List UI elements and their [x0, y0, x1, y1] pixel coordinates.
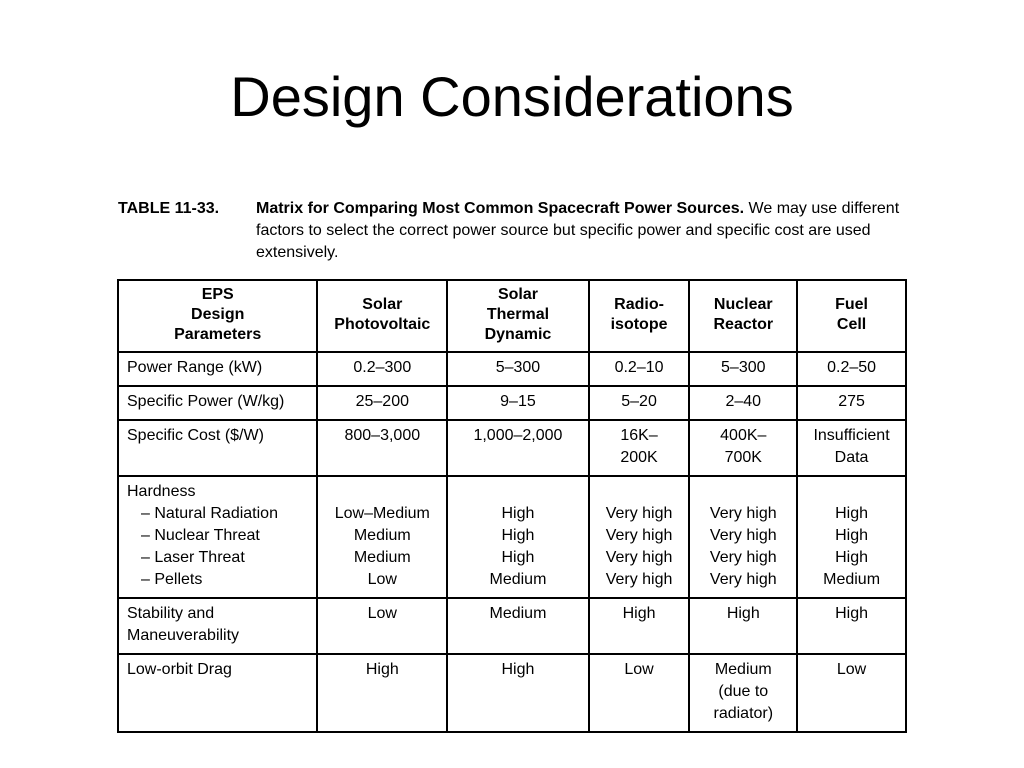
value-cell: [447, 386, 588, 420]
column-header-line: Radio-: [614, 296, 664, 313]
value-line: 5–300: [495, 359, 541, 376]
value-cell: [797, 598, 906, 654]
value-line: [324, 481, 440, 503]
value-line: 200K: [620, 449, 658, 466]
value-line: 2–40: [725, 393, 762, 410]
value-cell: [447, 598, 588, 654]
value-line: 1,000–2,000: [473, 427, 563, 444]
value-line: High: [835, 527, 869, 544]
parameter-line: – Natural Radiation: [141, 505, 278, 522]
value-line: [696, 481, 790, 503]
value-cell: [589, 476, 690, 598]
value-line: Very high: [709, 549, 777, 566]
parameter-line: Specific Power (W/kg): [127, 393, 285, 410]
value-line: Very high: [605, 505, 673, 522]
value-line: 400K–: [720, 427, 767, 444]
column-header-line: Design: [191, 306, 245, 323]
value-line: 5–300: [721, 359, 766, 376]
column-header: [589, 280, 690, 352]
column-header-line: EPS: [201, 286, 234, 303]
parameter-line: – Laser Threat: [141, 549, 245, 566]
value-line: [454, 481, 581, 503]
column-header-line: Solar: [362, 296, 403, 313]
header-row: [118, 280, 906, 352]
value-line: Very high: [709, 527, 777, 544]
value-cell: [447, 420, 588, 476]
parameter-line: Specific Cost ($/W): [127, 427, 264, 444]
value-line: 0.2–300: [353, 359, 412, 376]
column-header: [797, 280, 906, 352]
value-line: High: [501, 549, 535, 566]
value-line: Low–Medium: [334, 505, 430, 522]
value-line: Medium: [353, 527, 411, 544]
value-line: 25–200: [355, 393, 409, 410]
table-row: [118, 420, 906, 476]
value-line: 9–15: [500, 393, 536, 410]
caption-plain-text: We may use different factors to select the correct power source but specific power and specific cost are used extensively.: [256, 200, 900, 261]
column-header-line: Dynamic: [484, 326, 552, 343]
value-line: Medium: [489, 571, 547, 588]
value-line: 0.2–50: [827, 359, 877, 376]
value-line: Very high: [605, 549, 673, 566]
value-line: Medium: [353, 549, 411, 566]
value-cell: [689, 476, 797, 598]
table-caption: [118, 198, 908, 264]
value-line: High: [835, 605, 869, 622]
table-number: TABLE 11-33.: [118, 200, 220, 217]
table-row: [118, 598, 906, 654]
value-line: Data: [834, 449, 869, 466]
value-cell: [689, 352, 797, 386]
slide-title: Design Considerations: [230, 65, 794, 128]
value-line: High: [835, 549, 869, 566]
value-cell: [689, 386, 797, 420]
value-line: Low: [836, 661, 867, 678]
value-line: Very high: [605, 571, 673, 588]
column-header-line: Photovoltaic: [334, 316, 431, 333]
value-cell: [447, 654, 588, 732]
column-header-line: Solar: [497, 286, 538, 303]
column-header-line: Thermal: [486, 306, 550, 323]
value-line: [804, 481, 899, 503]
value-cell: [317, 420, 447, 476]
column-header-line: Cell: [836, 316, 867, 333]
value-cell: [797, 420, 906, 476]
power-sources-matrix: [117, 279, 907, 733]
parameter-line: – Pellets: [141, 571, 203, 588]
column-header: [317, 280, 447, 352]
caption-text: [256, 198, 908, 264]
value-line: 5–20: [621, 393, 657, 410]
table-row: [118, 352, 906, 386]
parameter-line: Power Range (kW): [127, 359, 263, 376]
value-cell: [797, 476, 906, 598]
value-line: High: [726, 605, 760, 622]
value-cell: [317, 352, 447, 386]
column-header-line: isotope: [610, 316, 668, 333]
table-row: [118, 386, 906, 420]
value-line: Medium: [489, 605, 547, 622]
value-cell: [317, 598, 447, 654]
value-line: High: [622, 605, 656, 622]
value-line: Very high: [605, 527, 673, 544]
value-cell: [797, 386, 906, 420]
parameter-line: Low-orbit Drag: [127, 661, 232, 678]
value-line: Medium: [714, 661, 772, 678]
column-header: [447, 280, 588, 352]
value-cell: [447, 352, 588, 386]
value-line: High: [501, 661, 535, 678]
value-cell: [589, 420, 690, 476]
parameter-cell: [118, 352, 317, 386]
value-line: 800–3,000: [344, 427, 421, 444]
value-cell: [589, 654, 690, 732]
value-cell: [317, 476, 447, 598]
parameter-cell: [118, 420, 317, 476]
value-line: Low: [367, 605, 397, 622]
parameter-line: – Nuclear Threat: [141, 527, 260, 544]
parameter-cell: [118, 476, 317, 598]
column-header-line: Fuel: [835, 296, 868, 313]
parameter-cell: [118, 386, 317, 420]
value-cell: [689, 598, 797, 654]
column-header-line: Nuclear: [713, 296, 773, 313]
value-cell: [317, 654, 447, 732]
value-line: 0.2–10: [614, 359, 664, 376]
value-line: Medium: [823, 571, 881, 588]
column-header: [118, 280, 317, 352]
caption-bold-text: Matrix for Comparing Most Common Spacecraft Power Sources.: [256, 200, 745, 217]
value-line: High: [365, 661, 399, 678]
value-line: Low: [624, 661, 654, 678]
parameter-line: Hardness: [127, 483, 196, 500]
value-line: (due to: [718, 683, 769, 700]
column-header: [689, 280, 797, 352]
value-cell: [589, 352, 690, 386]
value-line: 275: [838, 393, 865, 410]
value-line: High: [501, 505, 535, 522]
parameter-line: Maneuverability: [127, 627, 240, 644]
value-cell: [589, 386, 690, 420]
column-header-line: Parameters: [174, 326, 262, 343]
value-line: Very high: [709, 505, 777, 522]
value-cell: [689, 654, 797, 732]
value-line: radiator): [713, 705, 774, 722]
value-line: 16K–: [620, 427, 658, 444]
value-line: Low: [367, 571, 397, 588]
table-row: [118, 654, 906, 732]
value-cell: [689, 420, 797, 476]
value-line: 700K: [724, 449, 762, 466]
value-line: High: [835, 505, 869, 522]
value-cell: [797, 654, 906, 732]
value-cell: [317, 386, 447, 420]
value-cell: [447, 476, 588, 598]
parameter-cell: [118, 654, 317, 732]
value-line: Insufficient: [813, 427, 890, 444]
value-line: [596, 481, 683, 503]
value-line: Very high: [709, 571, 777, 588]
column-header-line: Reactor: [713, 316, 774, 333]
table-row: [118, 476, 906, 598]
parameter-line: Stability and: [127, 605, 215, 622]
parameter-cell: [118, 598, 317, 654]
value-line: High: [501, 527, 535, 544]
value-cell: [797, 352, 906, 386]
value-cell: [589, 598, 690, 654]
